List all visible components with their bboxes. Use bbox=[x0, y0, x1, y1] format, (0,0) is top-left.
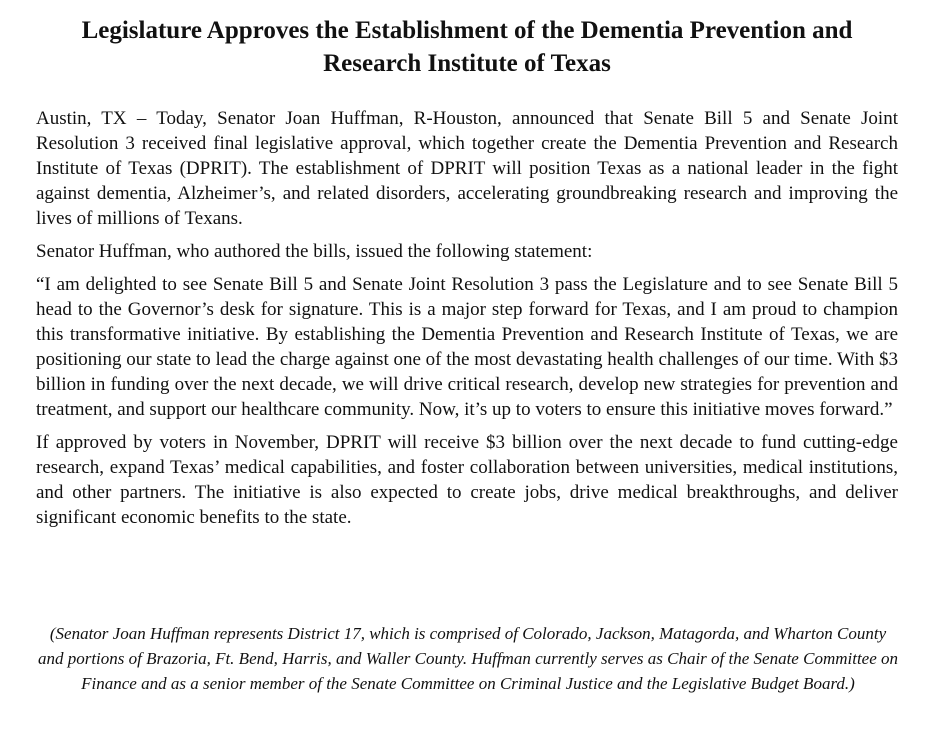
paragraph-funding: If approved by voters in November, DPRIT will receive $3 billion over the next decade to fund cutting-edge research, expand Texas’ medical capabilities, and foster collaboration between universities, medical institutions, and other partners. The initiative is also expected to create jobs, drive medical breakthroughs, and deliver significant economic benefits to the state. bbox=[36, 432, 898, 528]
paragraph-quote: “I am delighted to see Senate Bill 5 and Senate Joint Resolution 3 pass the Legislature and to see Senate Bill 5 head to the Governor’s desk for signature. This is a major step forward for Texas, and I am proud to champion this transformative initiative. By establishing the Dementia Prevention and Research Institute of Texas, we are positioning our state to lead the charge against one of the most devastating health challenges of our time. With $3 billion in funding over the next decade, we will drive critical research, develop new strategies for prevention and treatment, and support our healthcare community. Now, it’s up to voters to ensure this initiative moves forward.” bbox=[36, 274, 898, 420]
paragraph-announcement: Austin, TX – Today, Senator Joan Huffman, R-Houston, announced that Senate Bill 5 and Senate Joint Resolution 3 received final legislative approval, which together create the Dementia Prevention and Research Institute of Texas (DPRIT). The establishment of DPRIT will position Texas as a national leader in the fight against dementia, Alzheimer’s, and related disorders, accelerating groundbreaking research and improving the lives of millions of Texans. bbox=[36, 108, 898, 229]
press-release-body bbox=[36, 106, 898, 530]
press-release bbox=[36, 14, 898, 538]
page-title: Legislature Approves the Establishment of the Dementia Prevention and Research Institute of Texas bbox=[81, 17, 853, 77]
paragraph-statement-intro: Senator Huffman, who authored the bills, issued the following statement: bbox=[36, 241, 593, 262]
senator-bio-note: (Senator Joan Huffman represents District 17, which is comprised of Colorado, Jackson, Matagorda, and Wharton County and portions of Brazoria, Ft. Bend, Harris, and Waller County. Huffman currently serves as Chair of the Senate Committee on Finance and as a senior member of the Senate Committee on Criminal Justice and the Legislative Budget Board.) bbox=[37, 624, 899, 693]
